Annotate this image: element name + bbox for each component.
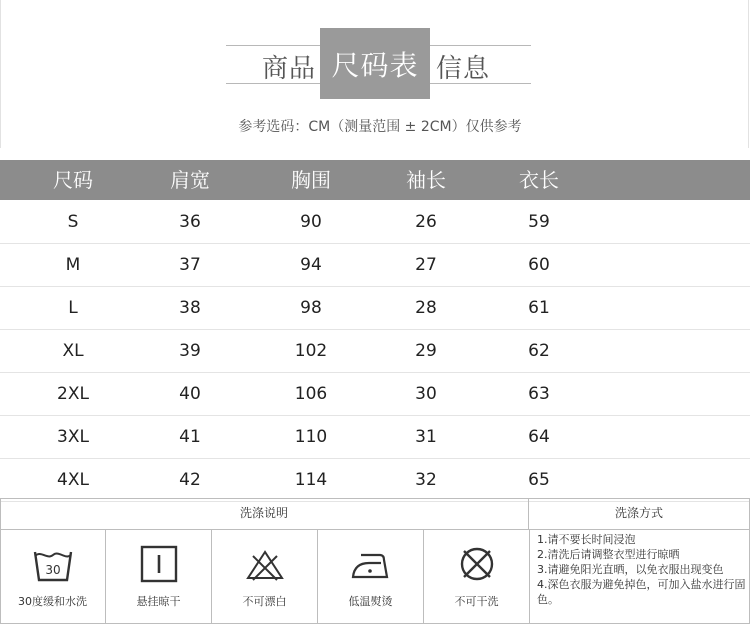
cell-shoulder: 38 — [179, 298, 201, 318]
cell-sleeve: 26 — [415, 212, 437, 232]
cell-chest: 110 — [294, 427, 328, 447]
table-row — [0, 415, 750, 459]
cell-sleeve: 32 — [415, 470, 437, 490]
cell-size: XL — [62, 341, 84, 361]
cell-sleeve: 28 — [415, 298, 437, 318]
cell-sleeve: 29 — [415, 341, 437, 361]
cell-size: 3XL — [57, 427, 89, 447]
care-label: 低温熨烫 — [348, 595, 393, 608]
cell-shoulder: 41 — [179, 427, 201, 447]
cell-shoulder: 37 — [179, 255, 201, 275]
table-row — [0, 372, 750, 416]
title-right: 信息 — [436, 54, 491, 84]
wash-temperature: 30 — [44, 563, 61, 577]
hang-dry-icon — [106, 544, 211, 584]
header-length: 衣长 — [519, 168, 559, 192]
table-row — [0, 200, 750, 244]
care-label: 30度缓和水洗 — [18, 595, 87, 608]
care-item-wash — [0, 530, 106, 623]
cell-length: 60 — [528, 255, 550, 275]
table-row — [0, 243, 750, 287]
cell-size: L — [68, 298, 78, 318]
cell-chest: 114 — [294, 470, 328, 490]
table-row — [0, 329, 750, 373]
cell-shoulder: 42 — [179, 470, 201, 490]
cell-chest: 94 — [300, 255, 322, 275]
cell-length: 63 — [528, 384, 550, 404]
wash-30-icon — [0, 544, 105, 584]
cell-shoulder: 39 — [179, 341, 201, 361]
low-iron-icon — [318, 544, 423, 584]
care-method-item: 1.请不要长时间浸泡 — [537, 533, 636, 546]
no-dry-clean-icon — [424, 544, 529, 584]
header-chest: 胸围 — [291, 168, 331, 192]
care-method-item: 4.深色衣服为避免掉色，可加入盐水进行固色。 — [537, 578, 746, 606]
title-left: 商品 — [262, 54, 317, 84]
care-label: 不可干洗 — [454, 595, 499, 608]
care-instructions-title: 洗涤说明 — [0, 498, 529, 530]
care-item-no-bleach — [212, 530, 318, 623]
cell-chest: 102 — [294, 341, 328, 361]
care-method-title: 洗涤方式 — [529, 498, 749, 530]
cell-sleeve: 31 — [415, 427, 437, 447]
table-header-row — [0, 160, 750, 200]
cell-sleeve: 27 — [415, 255, 437, 275]
page-title: 尺码表 — [331, 49, 419, 82]
table-row — [0, 286, 750, 330]
header-size: 尺码 — [53, 168, 93, 192]
subtitle: 参考选码：CM（测量范围 ± 2CM）仅供参考 — [238, 119, 522, 135]
care-section — [0, 498, 750, 624]
cell-size: 4XL — [57, 470, 89, 490]
header-sleeve: 袖长 — [406, 168, 446, 192]
cell-chest: 98 — [300, 298, 322, 318]
no-bleach-icon — [212, 544, 317, 584]
cell-chest: 106 — [294, 384, 328, 404]
cell-length: 62 — [528, 341, 550, 361]
cell-length: 59 — [528, 212, 550, 232]
care-method-item: 2.清洗后请调整衣型进行晾晒 — [537, 548, 680, 561]
cell-length: 61 — [528, 298, 550, 318]
header — [0, 0, 750, 150]
cell-length: 64 — [528, 427, 550, 447]
cell-sleeve: 30 — [415, 384, 437, 404]
care-label: 不可漂白 — [242, 595, 287, 608]
care-item-low-iron — [318, 530, 424, 623]
cell-shoulder: 40 — [179, 384, 201, 404]
care-item-hang-dry — [106, 530, 212, 623]
cell-size: S — [67, 212, 79, 232]
care-method-list — [537, 532, 749, 607]
care-method-item: 3.请避免阳光直晒，以免衣服出现变色 — [537, 563, 724, 576]
cell-length: 65 — [528, 470, 550, 490]
header-shoulder: 肩宽 — [170, 168, 210, 192]
cell-size: 2XL — [57, 384, 89, 404]
care-label: 悬挂晾干 — [136, 595, 181, 608]
cell-shoulder: 36 — [179, 212, 201, 232]
care-item-no-dry-clean — [424, 530, 530, 623]
cell-chest: 90 — [300, 212, 322, 232]
cell-size: M — [65, 255, 81, 275]
table-row — [0, 458, 750, 502]
